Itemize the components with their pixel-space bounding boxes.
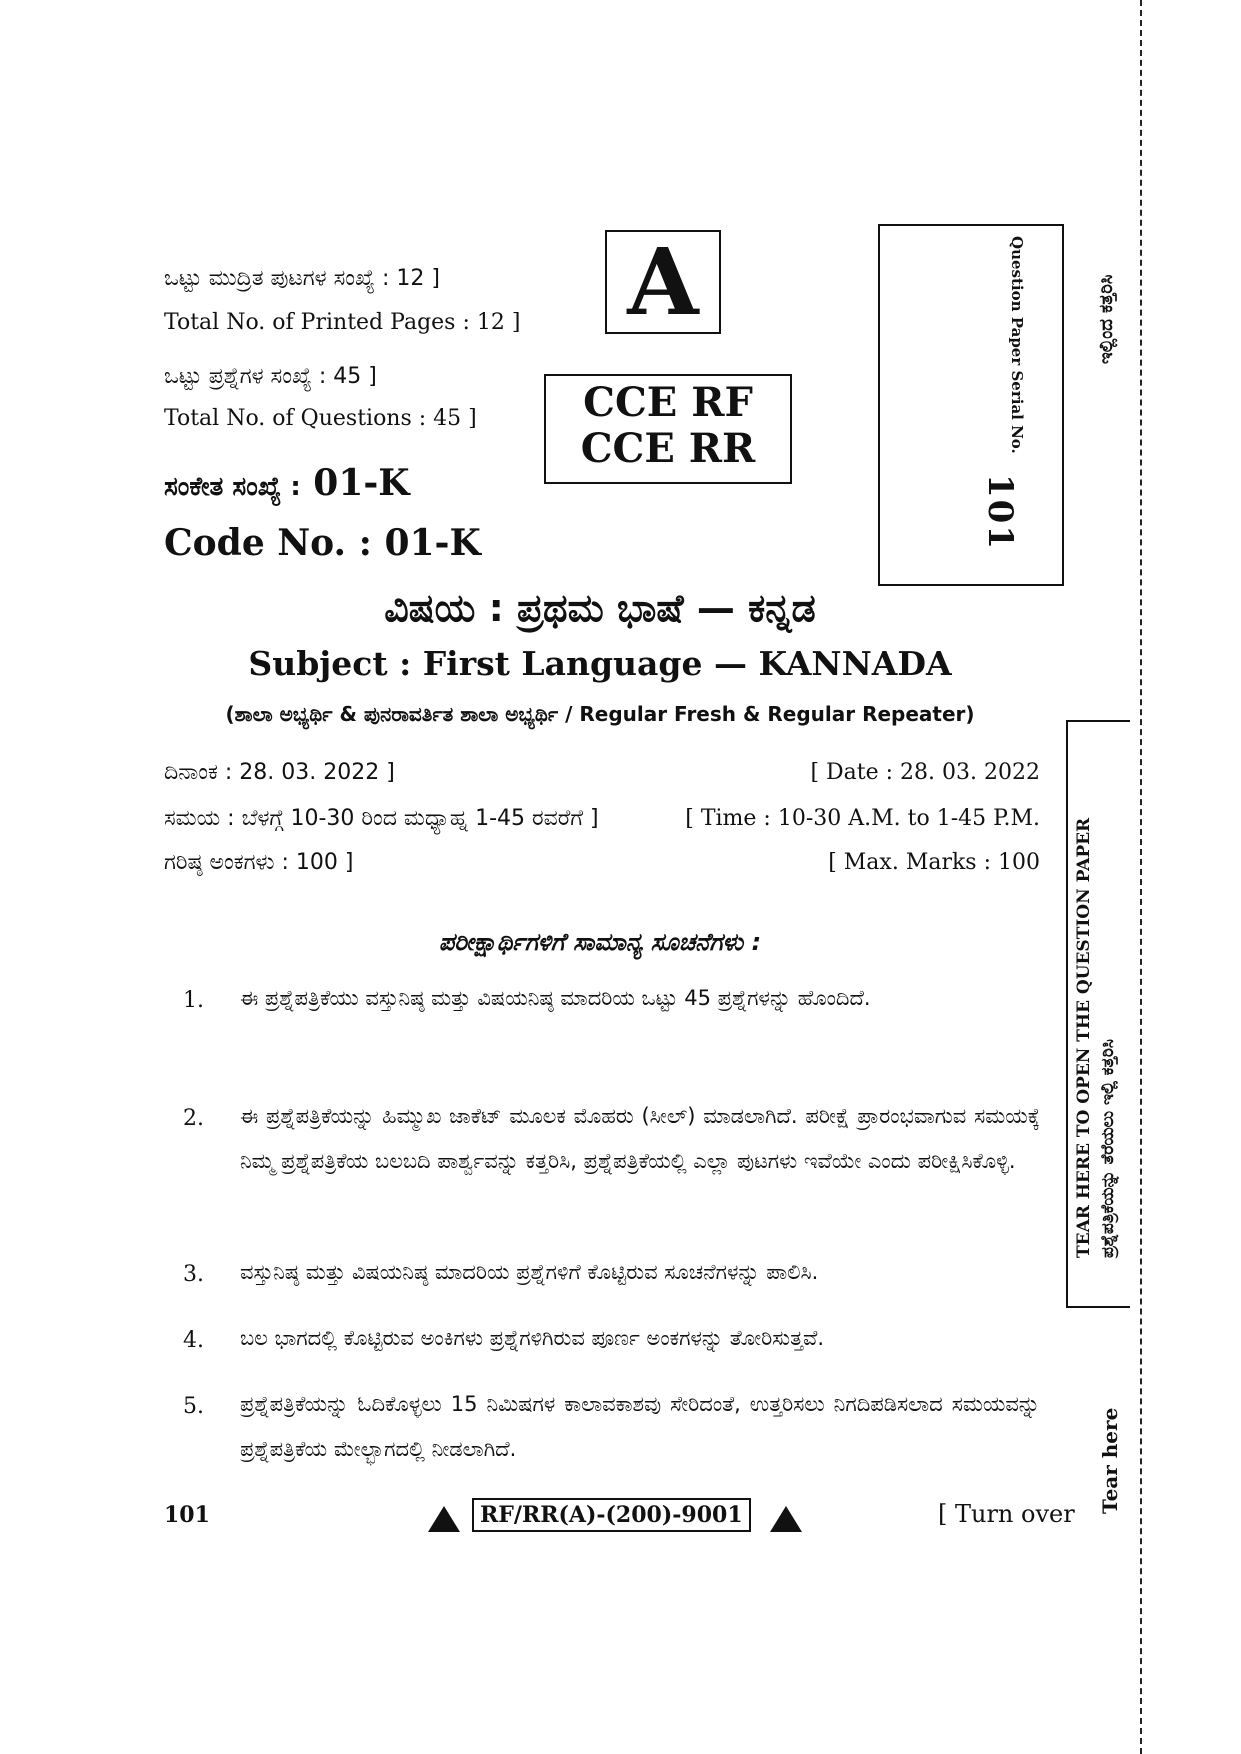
time-kn: ಸಮಯ : ಬೆಳಗ್ಗೆ 10-30 ರಿಂದ ಮಧ್ಯಾಹ್ನ 1-45 ರವರೆಗೆ ]	[164, 806, 599, 831]
instruction-text: ಬಲ ಭಾಗದಲ್ಲಿ ಕೊಟ್ಟಿರುವ ಅಂಕಿಗಳು ಪ್ರಶ್ನೆಗಳಿಗಿರುವ ಪೂರ್ಣ ಅಂಕಗಳನ್ನು ತೋರಿಸುತ್ತವೆ.	[240, 1326, 825, 1350]
total-questions-kn: ಒಟ್ಟು ಪ್ರಶ್ನೆಗಳ ಸಂಖ್ಯೆ : 45 ]	[164, 364, 377, 389]
instruction-text: ಪ್ರಶ್ನೆಪತ್ರಿಕೆಯನ್ನು ಓದಿಕೊಳ್ಳಲು 15 ನಿಮಿಷಗಳ ಕಾಲಾವಕಾಶವು ಸೇರಿದಂತೆ, ಉತ್ತರಿಸಲು ನಿಗದಿಪಡಿಸಲಾದ ಸಮಯವನ್ನು ಪ್ರಶ್ನೆಪತ್ರಿಕೆಯ ಮೇಲ್ಭಾಗದಲ್ಲಿ ನೀಡಲಾಗಿದೆ.	[240, 1392, 1040, 1461]
code-kn-value: 01-K	[313, 462, 410, 504]
cut-here-label: ಇಲ್ಲಿಂದ ಕತ್ತರಿಸಿ	[1096, 274, 1117, 364]
code-kn-label: ಸಂಕೇತ ಸಂಖ್ಯೆ :	[164, 472, 301, 502]
tear-instruction-en: TEAR HERE TO OPEN THE QUESTION PAPER	[1074, 817, 1094, 1258]
date-kn: ದಿನಾಂಕ : 28. 03. 2022 ]	[164, 760, 395, 785]
tear-here-label: Tear here	[1098, 1407, 1122, 1514]
printed-pages-kn: ಒಟ್ಟು ಮುದ್ರಿತ ಪುಟಗಳ ಸಂಖ್ಯೆ : 12 ]	[164, 266, 440, 291]
instructions-title: ಪರೀಕ್ಷಾರ್ಥಿಗಳಿಗೆ ಸಾಮಾನ್ಯ ಸೂಚನೆಗಳು :	[438, 928, 762, 956]
tear-line	[1140, 0, 1142, 1754]
instruction-number: 3.	[183, 1262, 204, 1287]
version-box	[605, 230, 721, 334]
max-marks-en: [ Max. Marks : 100	[828, 850, 1040, 875]
scheme-line-1: CCE RF	[583, 379, 753, 426]
serial-label: Question Paper Serial No.	[1008, 236, 1026, 454]
right-triangle-icon	[770, 1506, 802, 1532]
serial-number-box	[878, 224, 1064, 586]
total-questions-en: Total No. of Questions : 45 ]	[164, 406, 477, 431]
instruction-text: ವಸ್ತುನಿಷ್ಠ ಮತ್ತು ವಿಷಯನಿಷ್ಠ ಮಾದರಿಯ ಪ್ರಶ್ನೆಗಳಿಗೆ ಕೊಟ್ಟಿರುವ ಸೂಚನೆಗಳನ್ನು ಪಾಲಿಸಿ.	[240, 1260, 819, 1284]
candidate-type: (ಶಾಲಾ ಅಭ್ಯರ್ಥಿ & ಪುನರಾವರ್ತಿತ ಶಾಲಾ ಅಭ್ಯರ್ಥಿ / Regular Fresh & Regular Repeater)	[225, 702, 975, 726]
instruction-text: ಈ ಪ್ರಶ್ನೆಪತ್ರಿಕೆಯನ್ನು ಹಿಮ್ಮುಖ ಜಾಕೆಟ್ ಮೂಲಕ ಮೊಹರು (ಸೀಲ್) ಮಾಡಲಾಗಿದೆ. ಪರೀಕ್ಷೆ ಪ್ರಾರಂಭವಾಗುವ ಸಮಯಕ್ಕೆ ನಿಮ್ಮ ಪ್ರಶ್ನೆಪತ್ರಿಕೆಯ ಬಲಬದಿ ಪಾರ್ಶ್ವವನ್ನು ಕತ್ತರಿಸಿ, ಪ್ರಶ್ನೆಪತ್ರಿಕೆಯಲ್ಲಿ ಎಲ್ಲಾ ಪುಟಗಳು ಇವೆಯೇ ಎಂದು ಪರೀಕ್ಷಿಸಿಕೊಳ್ಳಿ.	[240, 1104, 1040, 1173]
version-letter: A	[627, 228, 699, 336]
time-en: [ Time : 10-30 A.M. to 1-45 P.M.	[685, 806, 1040, 831]
scheme-line-2: CCE RR	[580, 425, 756, 472]
serial-number: 101	[980, 474, 1020, 551]
instruction-number: 5.	[183, 1394, 204, 1419]
date-en: [ Date : 28. 03. 2022	[810, 760, 1040, 785]
turn-over: [ Turn over	[938, 1500, 1075, 1528]
subject-title-en: Subject : First Language — KANNADA	[248, 644, 952, 683]
footer-page-code: 101	[164, 1502, 210, 1528]
subject-title-kn: ವಿಷಯ : ಪ್ರಥಮ ಭಾಷೆ — ಕನ್ನಡ	[384, 586, 816, 630]
tear-instruction-kn: ಪ್ರಶ್ನೆಪತ್ರಿಕೆಯನ್ನು ತೆರೆಯಲು ಇಲ್ಲಿ ಕತ್ತರಿಸಿ	[1098, 1039, 1118, 1258]
instruction-number: 4.	[183, 1328, 204, 1353]
left-triangle-icon	[428, 1506, 460, 1532]
printed-pages-en: Total No. of Printed Pages : 12 ]	[164, 310, 521, 335]
instruction-text: ಈ ಪ್ರಶ್ನೆಪತ್ರಿಕೆಯು ವಸ್ತುನಿಷ್ಠ ಮತ್ತು ವಿಷಯನಿಷ್ಠ ಮಾದರಿಯ ಒಟ್ಟು 45 ಪ್ರಶ್ನೆಗಳನ್ನು ಹೊಂದಿದೆ.	[240, 986, 871, 1010]
max-marks-kn: ಗರಿಷ್ಠ ಅಂಕಗಳು : 100 ]	[164, 850, 354, 875]
instruction-number: 2.	[183, 1106, 204, 1131]
instruction-number: 1.	[183, 988, 204, 1013]
code-number-kn	[164, 462, 410, 504]
scheme-box	[544, 374, 792, 484]
series-code: RF/RR(A)-(200)-9001	[472, 1498, 751, 1532]
code-number-en: Code No. : 01-K	[164, 522, 481, 564]
